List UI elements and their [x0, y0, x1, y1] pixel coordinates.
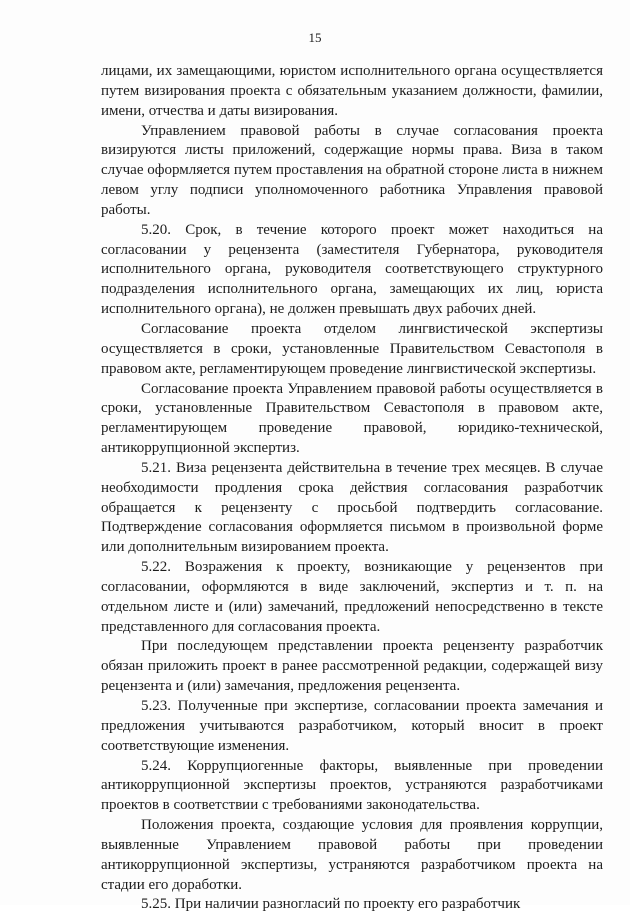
paragraph-linguistic-approval: Согласование проекта отделом лингвистической экспертизы осуществляется в сроки, установленные Правительством Севастополя в правовом акте, регламентирующем проведение лингвистической экспертизы.: [101, 320, 603, 377]
paragraph-5-20: 5.20. Срок, в течение которого проект может находиться на согласовании у рецензента (заместителя Губернатора, руководителя исполнительного органа, руководителя соответствующего структурного подразделения исполнительного органа, замещающих их лиц, юриста исполнительного органа), не должен превышать двух рабочих дней.: [101, 221, 603, 318]
paragraph-5-25: 5.25. При наличии разногласий по проекту его разработчик: [141, 896, 521, 913]
paragraph-5-24: 5.24. Коррупциогенные факторы, выявленные при проведении антикоррупционной экспертизы проектов, устраняются разработчиками проектов в соответствии с требованиями законодательства.: [101, 757, 603, 814]
page-number: 15: [308, 30, 322, 45]
paragraph-5-22: 5.22. Возражения к проекту, возникающие у рецензентов при согласовании, оформляются в виде заключений, экспертиз и т. п. на отдельном листе и (или) замечаний, предложений непосредственно в тексте представленного для согласования проекта.: [101, 559, 603, 635]
paragraph-resubmission: При последующем представлении проекта рецензенту разработчик обязан приложить проект в ранее рассмотренной редакции, содержащей визу рецензента и (или) замечания, предложения рецензента.: [101, 638, 603, 695]
paragraph-5-23: 5.23. Полученные при экспертизе, согласовании проекта замечания и предложения учитываются разработчиком, который вносит в проект соответствующие изменения.: [101, 698, 603, 754]
paragraph-continuation: лицами, их замещающими, юристом исполнительного органа осуществляется путем визирования проекта с обязательным указанием должности, фамилии, имени, отчества и даты визирования.: [101, 63, 603, 119]
paragraph-legal-visa-appendix: Управлением правовой работы в случае согласования проекта визируются листы приложений, содержащие нормы права. Виза в таком случае оформляется путем проставления на обратной стороне листа в нижнем левом углу подписи уполномоченного работника Управления правовой работы.: [101, 122, 603, 218]
paragraph-5-21: 5.21. Виза рецензента действительна в течение трех месяцев. В случае необходимости продления срока действия согласования разработчик обращается к рецензенту с просьбой подтвердить согласование. Подтверждение согласования оформляется письмом в произвольной форме или дополнительным визированием проекта.: [101, 459, 603, 556]
paragraph-corruption-provisions: Положения проекта, создающие условия для проявления коррупции, выявленные Управлением правовой работы при проведении антикоррупционной экспертизы, устраняются разработчиком проекта на стадии его доработки.: [101, 817, 603, 893]
document-body: [101, 62, 603, 915]
paragraph-legal-approval: Согласование проекта Управлением правовой работы осуществляется в сроки, установленные Правительством Севастополя в правовом акте, регламентирующем проведение правовой, юридико-технической, антикоррупционной экспертиз.: [101, 380, 603, 457]
